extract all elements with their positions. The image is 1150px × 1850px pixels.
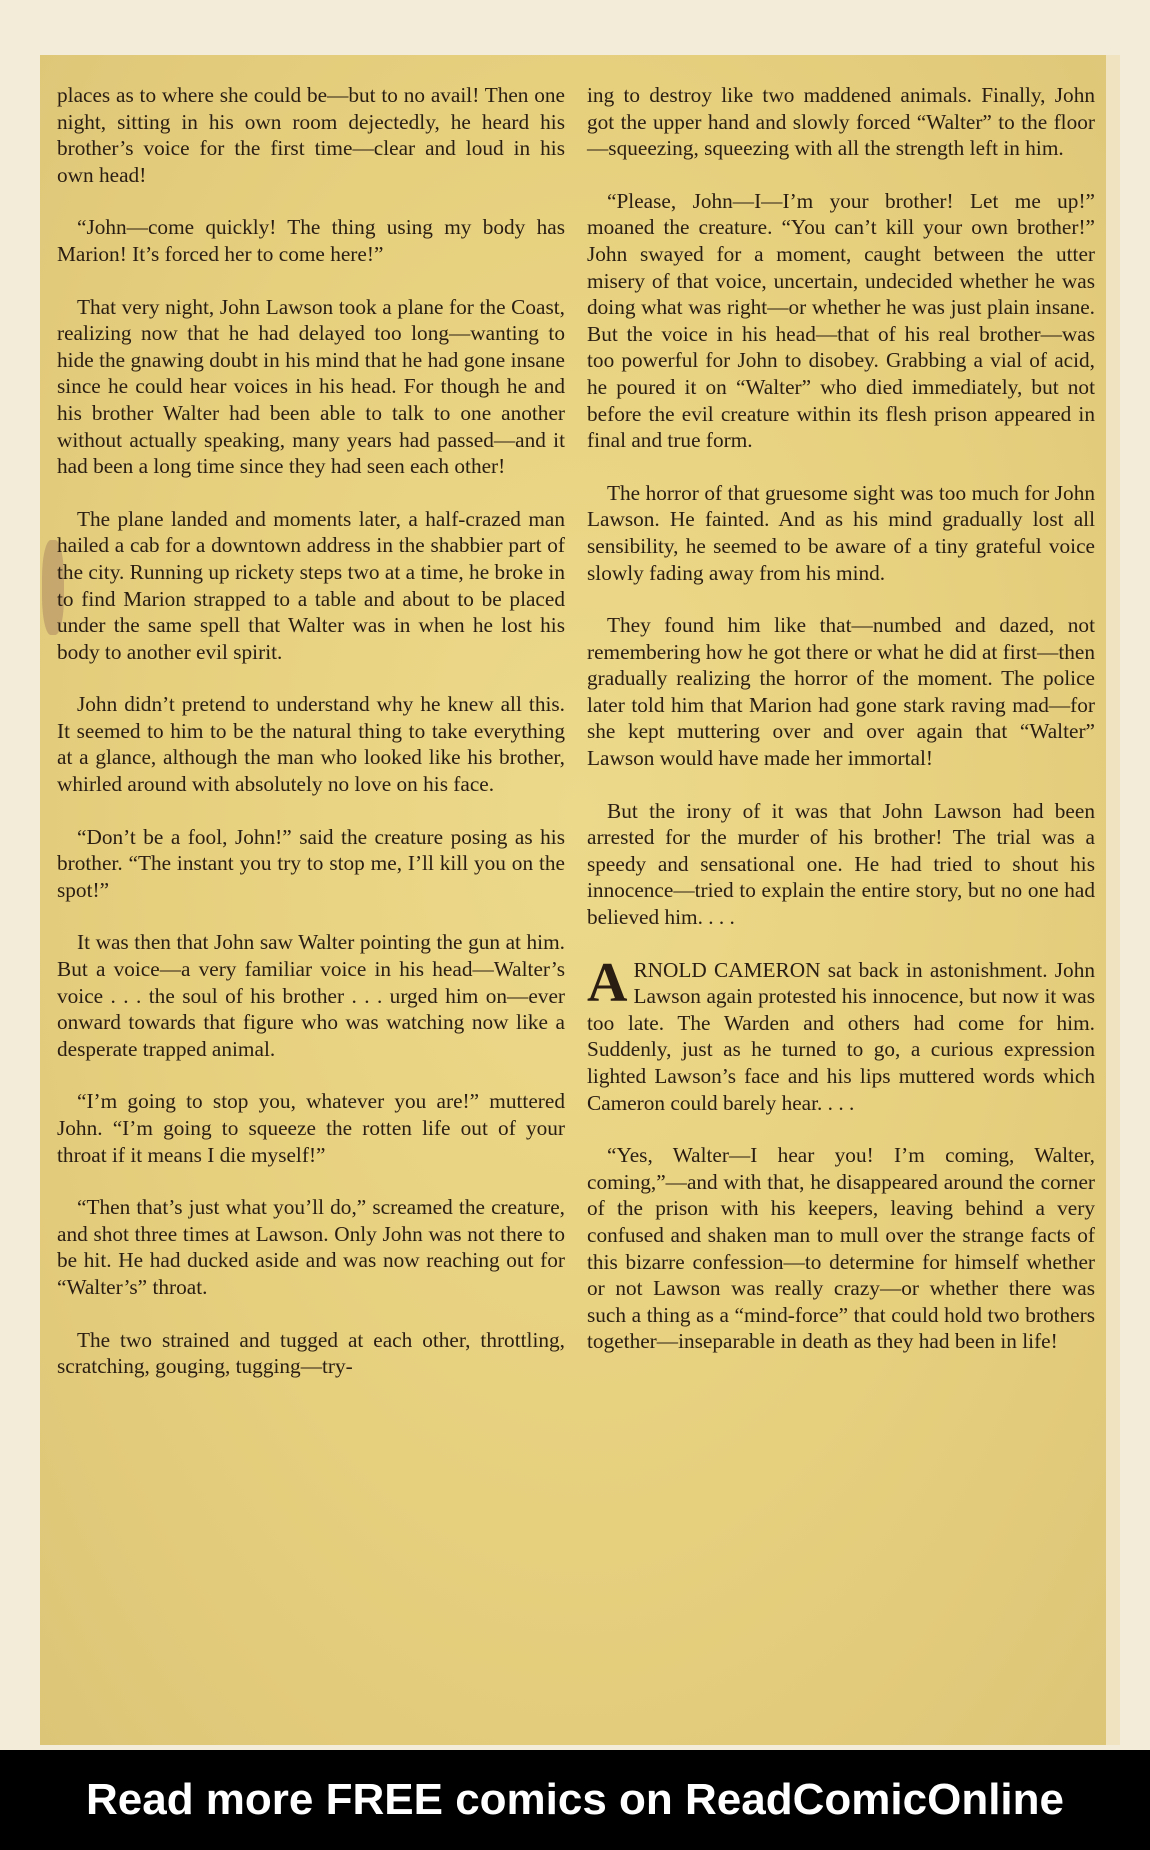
- paragraph: It was then that John saw Walter pointing the gun at him. But a voice—a very familiar voice in his head—Walter’s voice . . . the soul of his brother . . . urged him on—ever onward towards that figure who was watching now like a desperate trapped animal.: [57, 930, 565, 1061]
- promo-banner-text[interactable]: Read more FREE comics on ReadComicOnline: [85, 1775, 1064, 1824]
- final-section-opening: [587, 951, 1095, 1117]
- paragraph: But the irony of it was that John Lawson had been arrested for the murder of his brother! The trial was a speedy and sensational one. He had tried to shout his innocence—tried to explain the entire story, but no one had believed him. . . .: [587, 798, 1095, 930]
- paragraph: John didn’t pretend to understand why he knew all this. It seemed to him to be the natural thing to take everything at a glance, although the man who looked like his brother, whirled around with absolutely no love on his face.: [57, 692, 565, 797]
- drop-cap: A: [587, 951, 628, 1014]
- paragraph: “John—come quickly! The thing using my body has Marion! It’s forced her to come here!”: [57, 215, 565, 266]
- paragraph: places as to where she could be—but to no avail! Then one night, sitting in his own room dejectedly, he heard his brother’s voice for the first time—clear and loud in his own head!: [57, 83, 565, 187]
- left-text-column: [57, 82, 565, 1406]
- paragraph: “Then that’s just what you’ll do,” screamed the creature, and shot three times at Lawson. Only John was not there to be hit. He had ducked aside and was now reaching out for “Walter’s” throat.: [57, 1195, 565, 1299]
- paragraph: The horror of that gruesome sight was too much for John Lawson. He fainted. And as his mind gradually lost all sensibility, he seemed to be aware of a tiny grateful voice slowly fading away from his mind.: [587, 480, 1095, 585]
- right-text-column: [587, 82, 1095, 1381]
- promo-banner[interactable]: [0, 1750, 1150, 1850]
- paragraph: ing to destroy like two maddened animals. Finally, John got the upper hand and slowly forced “Walter” to the floor—squeezing, squeezing with all the strength left in him.: [587, 83, 1095, 161]
- paragraph: The two strained and tugged at each other, throttling, scratching, gouging, tugging—try-: [57, 1327, 565, 1379]
- paragraph: “Please, John—I—I’m your brother! Let me up!” moaned the creature. “You can’t kill your own brother!” John swayed for a moment, caught between the utter misery of that voice, uncertain, undecided whether he was doing what was right—or whether he was just plain insane. But the voice in his head—that of his real brother—was too powerful for John to disobey. Grabbing a vial of acid, he poured it on “Walter” who died immediately, but not before the evil creature within its flesh prison appeared in final and true form.: [587, 188, 1095, 453]
- paragraph: That very night, John Lawson took a plane for the Coast, realizing now that he had delayed too long—wanting to hide the gnawing doubt in his mind that he had gone insane since he could hear voices in his head. For though he and his brother Walter had been able to talk to one another without actually speaking, many years had passed—and it had been a long time since they had seen each other!: [57, 294, 565, 479]
- paragraph: The plane landed and moments later, a half-crazed man hailed a cab for a downtown address in the shabbier part of the city. Running up rickety steps two at a time, he broke in to find Marion strapped to a table and about to be placed under the same spell that Walter was in when he lost his body to another evil spirit.: [57, 506, 565, 664]
- opening-text: RNOLD CAMERON sat back in astonishment. John Lawson again protested his innocence, but now it was too late. The Warden and others had come for him. Suddenly, just as he turned to go, a curious expression lighted Lawson’s face and his lips muttered words which Cameron could barely hear. . . .: [587, 957, 1095, 1115]
- paragraph: They found him like that—numbed and dazed, not remembering how he got there or what he did at first—then gradually realizing the horror of the moment. The police later told him that Marion had gone stark raving mad—for she kept muttering over and over again that “Walter” Lawson would have made her immortal!: [587, 613, 1095, 771]
- paragraph: “Don’t be a fool, John!” said the creature posing as his brother. “The instant you try to stop me, I’ll kill you on the spot!”: [57, 824, 565, 902]
- paragraph: “I’m going to stop you, whatever you are!” muttered John. “I’m going to squeeze the rotten life out of your throat if it means I die myself!”: [57, 1089, 565, 1167]
- final-paragraph: “Yes, Walter—I hear you! I’m coming, Walter, coming,”—and with that, he disappeared around the corner of the prison with his keepers, leaving behind a very confused and shaken man to mull over the strange facts of this bizarre confession—to determine for himself whether or not Lawson was really crazy—or whether there was such a thing as a “mind-force” that could hold two brothers together—inseparable in death as they had been in life!: [587, 1143, 1095, 1354]
